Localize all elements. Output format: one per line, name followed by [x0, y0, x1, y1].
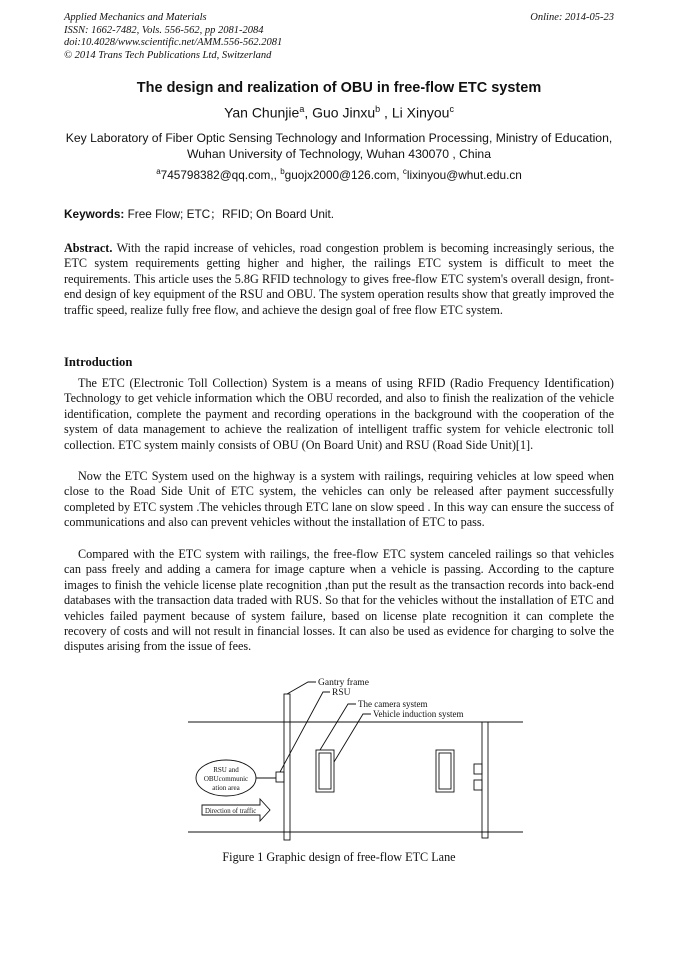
abstract-label: Abstract.: [64, 241, 113, 255]
author-name: Guo Jinxu: [312, 104, 376, 121]
label-camera: The camera system: [358, 699, 428, 709]
author-name: Li Xinyou: [391, 104, 450, 121]
abstract-text: With the rapid increase of vehicles, road congestion problem is becoming increasingly serious, the ETC system requirements getting higher and higher, the railings ETC system is difficult to meet the requirements. This article uses the 5.8G RFID technology to gives free-flow ETC system's overall design, front-end design of key equipment of the RSU and OBU. The system operation results show that greatly improved the traffic speed, realize fully free flow, and achieve the design goal of free flow ETC system.: [64, 241, 614, 317]
keywords-text: Free Flow; ETC；RFID; On Board Unit.: [124, 207, 335, 221]
journal-header: [64, 12, 282, 62]
email-sup: b: [280, 167, 285, 176]
label-rsu: RSU: [332, 688, 351, 698]
email-address[interactable]: guojx2000@126.com,: [284, 167, 403, 182]
email-list: [0, 167, 678, 182]
email-sup: a: [156, 167, 161, 176]
issn-line: ISSN: 1662-7482, Vols. 556-562, pp 2081-2084: [64, 24, 264, 36]
keywords: [64, 205, 334, 222]
label-gantry: Gantry frame: [318, 678, 369, 688]
email-address[interactable]: 745798382@qq.com,,: [160, 167, 281, 182]
intro-paragraph: The ETC (Electronic Toll Collection) System is a means of using RFID (Radio Frequency Identification) Technology to get vehicle information which the OBU recorded, and also to finish the realization of the vehicle identification, complete the payment and recording operations in the background with the cooperation of the system of data management to achieve the realization of intelligent traffic system for vehicle electronic toll collection. ETC system mainly consists of OBU (On Board Unit) and RSU (Road Side Unit)[1].: [64, 376, 614, 452]
online-date: Online: 2014-05-23: [530, 12, 614, 23]
author-sup: c: [449, 104, 454, 114]
leader-induction: [334, 714, 371, 762]
leader-rsu: [280, 692, 330, 772]
email-sup: c: [402, 167, 407, 176]
leader-gantry: [287, 682, 316, 694]
email-address[interactable]: lixinyou@whut.edu.cn: [406, 167, 522, 182]
author-list: Yan Chunjie$^a$, Guo Jinxu$^b$ , Li Xinyou$^c$: [224, 104, 454, 121]
doi-line: doi:10.4028/www.scientific.net/AMM.556-562.2081: [64, 37, 283, 48]
rsu-device-right: [474, 780, 482, 790]
abstract: [64, 241, 614, 318]
author-sup: b: [375, 104, 381, 114]
affiliation: Key Laboratory of Fiber Optic Sensing Technology and Information Processing, Ministry of Education, Wuhan University of Technology, Wuhan 430070 , China: [65, 131, 613, 161]
keywords-label: Keywords:: [64, 207, 125, 221]
intro-paragraph: Now the ETC System used on the highway is a system with railings, requiring vehicles at low speed when close to the Road Side Unit of ETC system, the vehicles can only be released after payment successfully completed by ETC system .The vehicles through ETC lane on slow speed . In this way can ensure the success of communications and also can prevent vehicles without the installation of ETC to pass.: [64, 469, 614, 530]
gantry-post-right: [482, 722, 488, 838]
label-induction: Vehicle induction system: [373, 709, 464, 719]
label-area: ation area: [212, 784, 240, 792]
figure-caption: Figure 1 Graphic design of free-flow ETC Lane: [222, 850, 456, 864]
copyright-line: © 2014 Trans Tech Publications Ltd, Switzerland: [64, 49, 272, 61]
gantry-post-left: [284, 694, 290, 840]
induction-loop-inner: [319, 753, 331, 789]
label-area: RSU and: [213, 766, 239, 774]
etc-lane-diagram: [188, 672, 523, 850]
induction-loop-inner: [439, 753, 451, 789]
camera-device: [474, 764, 482, 774]
label-area: OBUcommunic: [203, 775, 249, 783]
author-name: Yan Chunjie: [224, 104, 300, 121]
paper-title: The design and realization of OBU in free-flow ETC system: [136, 80, 542, 96]
leader-camera: [320, 704, 356, 750]
section-heading-introduction: Introduction: [64, 355, 133, 369]
author-sup: a: [299, 104, 305, 114]
label-direction: Direction of traffic: [205, 808, 257, 815]
rsu-device: [276, 772, 284, 782]
intro-paragraph: Compared with the ETC system with railings, the free-flow ETC system canceled railings so that vehicles can pass freely and adding a camera for image capture when a vehicle is passing. According to the capture images to finish the vehicle license plate recognition ,than put the result as the transaction records into back-end databases with the transaction data traded with RUS. So that for the vehicles without the installation of ETC and vehicles failed payment because of system failure, based on license plate recognition it can complete the recovery of costs and will not result in financial losses. It can also be used as evidence for charging to solve the disputes arising from the issue of fees.: [64, 547, 614, 654]
journal-name: Applied Mechanics and Materials: [64, 12, 207, 23]
